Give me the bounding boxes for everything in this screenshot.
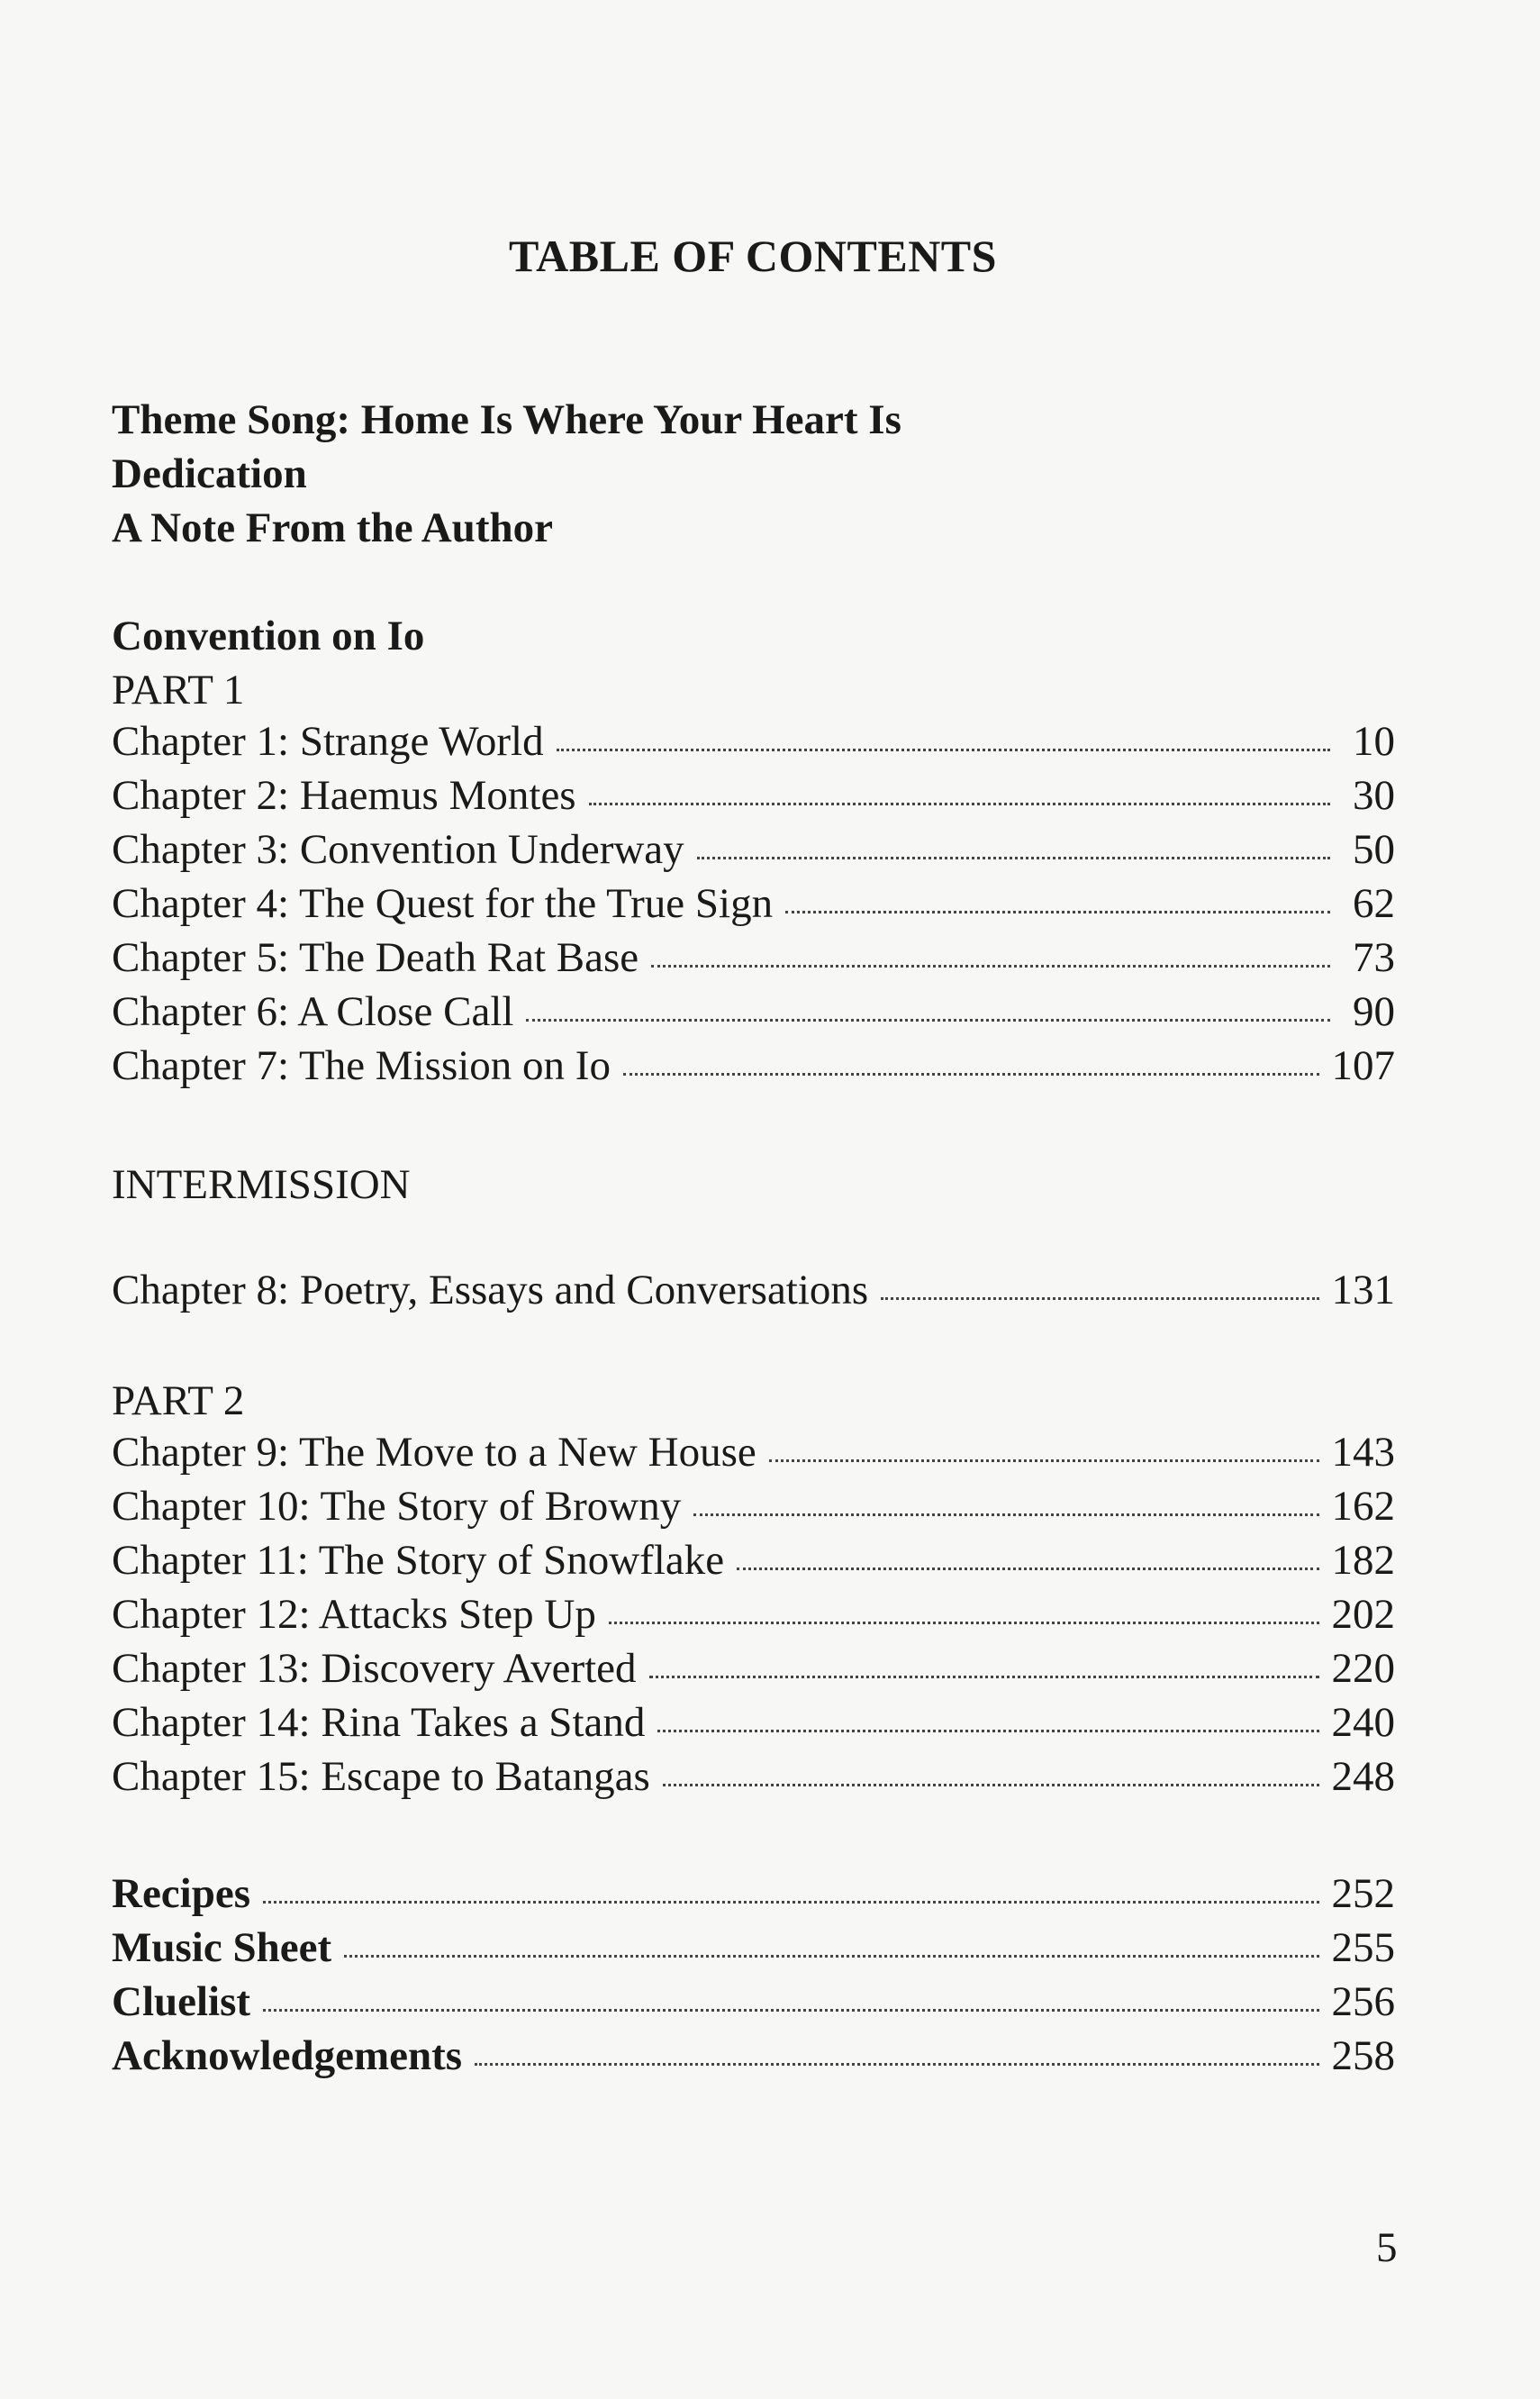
toc-entry-title: Chapter 1: Strange World <box>112 718 544 765</box>
dot-leader <box>663 1784 1319 1786</box>
front-matter-item: Theme Song: Home Is Where Your Heart Is <box>112 396 901 443</box>
toc-entry-page: 62 <box>1353 880 1395 927</box>
toc-entry-title: Chapter 11: The Story of Snowflake <box>112 1537 725 1584</box>
toc-entry-chapter-1 <box>112 717 1395 771</box>
dot-leader <box>344 1955 1318 1958</box>
toc-entry-page: 143 <box>1331 1429 1395 1476</box>
toc-entry-title: Chapter 10: The Story of Browny <box>112 1483 682 1530</box>
dot-leader <box>557 749 1330 751</box>
toc-entry-page: 131 <box>1331 1267 1395 1313</box>
toc-entry-chapter-2 <box>112 771 1395 825</box>
dot-leader <box>649 1676 1319 1678</box>
toc-entry-title: Chapter 4: The Quest for the True Sign <box>112 880 774 927</box>
front-matter-item: A Note From the Author <box>112 504 553 551</box>
toc-entry-page: 258 <box>1331 2032 1395 2079</box>
dot-leader <box>609 1622 1319 1624</box>
toc-entry-page: 252 <box>1331 1870 1395 1917</box>
toc-entry-page: 162 <box>1331 1483 1395 1530</box>
dot-leader <box>263 2009 1318 2012</box>
toc-entry-title: Chapter 12: Attacks Step Up <box>112 1591 596 1638</box>
toc-entry-title: Chapter 7: The Mission on Io <box>112 1042 611 1089</box>
toc-entry-chapter-9 <box>112 1428 1395 1482</box>
toc-entry-chapter-5 <box>112 933 1395 987</box>
toc-entry-chapter-11 <box>112 1536 1395 1590</box>
toc-entry-chapter-7 <box>112 1041 1395 1095</box>
toc-entry-chapter-10 <box>112 1482 1395 1536</box>
dot-leader <box>589 803 1330 805</box>
toc-entry-title: Chapter 8: Poetry, Essays and Conversations <box>112 1267 869 1313</box>
toc-entry-recipes <box>112 1869 1395 1923</box>
toc-entry-title: Recipes <box>112 1870 251 1917</box>
toc-entry-page: 10 <box>1353 718 1395 765</box>
toc-entry-chapter-6 <box>112 987 1395 1041</box>
toc-entry-page: 220 <box>1331 1645 1395 1692</box>
toc-entry-title: Chapter 13: Discovery Averted <box>112 1645 637 1692</box>
front-matter <box>112 393 901 555</box>
dot-leader <box>693 1513 1318 1516</box>
toc-entry-chapter-15 <box>112 1752 1395 1806</box>
toc-entry-title: Chapter 15: Escape to Batangas <box>112 1753 650 1800</box>
toc-entry-title: Chapter 2: Haemus Montes <box>112 772 576 819</box>
toc-entry-title: Chapter 3: Convention Underway <box>112 826 684 873</box>
page-number: 5 <box>1376 2224 1398 2271</box>
toc-entry-chapter-14 <box>112 1698 1395 1752</box>
toc-entry-page: 30 <box>1353 772 1395 819</box>
toc-entry-page: 73 <box>1353 934 1395 981</box>
toc-entry-title: Chapter 9: The Move to a New House <box>112 1429 756 1476</box>
dot-leader <box>526 1019 1330 1022</box>
toc-entry-title: Chapter 5: The Death Rat Base <box>112 934 639 981</box>
toc-entry-chapter-13 <box>112 1644 1395 1698</box>
toc-entry-page: 248 <box>1331 1753 1395 1800</box>
toc-entry-page: 182 <box>1331 1537 1395 1584</box>
toc-entry-chapter-12 <box>112 1590 1395 1644</box>
dot-leader <box>785 911 1330 913</box>
toc-entry-title: Music Sheet <box>112 1924 332 1971</box>
dot-leader <box>623 1073 1319 1076</box>
toc-entry-chapter-3 <box>112 825 1395 879</box>
dot-leader <box>651 965 1330 968</box>
part-1-label: PART 1 <box>112 667 245 713</box>
toc-entry-chapter-8 <box>112 1266 1395 1320</box>
toc-entry-music-sheet <box>112 1923 1395 1977</box>
toc-entry-page: 107 <box>1331 1042 1395 1089</box>
dot-leader <box>475 2063 1318 2066</box>
dot-leader <box>881 1297 1318 1300</box>
toc-entry-page: 202 <box>1331 1591 1395 1638</box>
toc-entry-title: Chapter 6: A Close Call <box>112 988 514 1035</box>
dot-leader <box>769 1459 1319 1462</box>
front-matter-item: Dedication <box>112 450 307 497</box>
page-title: TABLE OF CONTENTS <box>509 231 997 281</box>
dot-leader <box>697 857 1330 859</box>
toc-entry-page: 255 <box>1331 1924 1395 1971</box>
toc-entry-title: Acknowledgements <box>112 2032 463 2079</box>
toc-entry-page: 256 <box>1331 1978 1395 2025</box>
toc-entry-page: 90 <box>1353 988 1395 1035</box>
toc-entry-page: 240 <box>1331 1699 1395 1746</box>
dot-leader <box>657 1730 1318 1732</box>
toc-entry-title: Cluelist <box>112 1978 251 2025</box>
toc-entry-chapter-4 <box>112 879 1395 933</box>
dot-leader <box>737 1568 1318 1570</box>
part-2-label: PART 2 <box>112 1377 245 1424</box>
dot-leader <box>263 1901 1318 1904</box>
toc-entry-title: Chapter 14: Rina Takes a Stand <box>112 1699 646 1746</box>
intermission-label: INTERMISSION <box>112 1161 411 1208</box>
toc-entry-acknowledgements <box>112 2031 1395 2085</box>
toc-entry-cluelist <box>112 1977 1395 2031</box>
book-title: Convention on Io <box>112 613 425 659</box>
toc-entry-page: 50 <box>1353 826 1395 873</box>
